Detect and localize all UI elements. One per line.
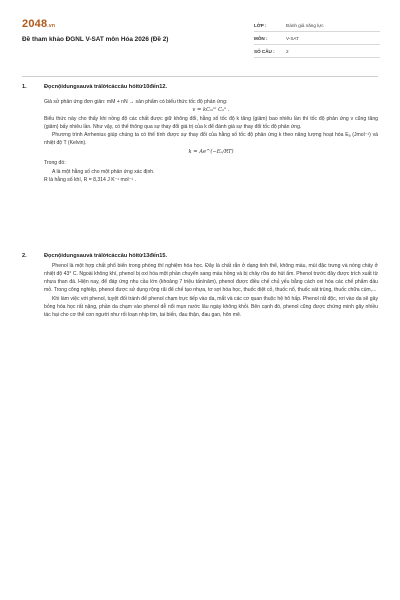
paragraph: Giả sử phản ứng đơn giản: mM + nN → sản phẩm có biểu thức tốc độ phản ứng:	[44, 99, 228, 105]
meta-key: SỐ CÂU :	[254, 48, 275, 54]
question-instruction: Đọcnộidungsauvà trảlờicáccâu hỏitừ13đến15.	[44, 253, 168, 259]
list-item: R là hằng số khí, R = 8,314 J K⁻¹ mol⁻¹ .	[44, 176, 136, 183]
meta-row-class	[254, 19, 380, 32]
paragraph: Phương trình Arrhenius giúp chúng ta có thể tính được sự thay đổi của hằng số tốc độ phản ứng k theo năng lượng hoạt hóa Eₐ (Jmol⁻¹) và nhiệt độ T (Kelvin).	[44, 132, 378, 147]
exam-meta-table	[254, 19, 380, 58]
meta-key: MÔN :	[254, 35, 268, 41]
exam-title: Đề tham khảo ĐGNL V-SAT môn Hóa 2026 (Đề 2)	[22, 36, 169, 43]
question-number: 1.	[22, 84, 27, 90]
paragraph: Trong đó:	[44, 160, 66, 167]
meta-row-count	[254, 45, 380, 58]
meta-value: V-SAT	[286, 35, 299, 41]
question-body	[22, 262, 378, 319]
site-logo[interactable]	[22, 18, 55, 30]
question-1	[22, 84, 378, 184]
list-item: A là một hằng số cho một phản ứng xác định.	[52, 168, 155, 175]
paragraph: Biểu thức này cho thấy khi nồng độ các chất được giữ không đổi, hằng số tốc độ k tăng (giảm) bao nhiêu lần thì tốc độ phản ứng v cũng tăng (giảm) bấy nhiêu lần. Như vậy, có thể thông qua sự thay đổi giá trị của k để đánh giá sự thay đổi tốc độ phản ứng.	[44, 115, 378, 131]
meta-value: 2	[286, 48, 289, 54]
question-body	[22, 98, 378, 184]
question-2	[22, 253, 378, 319]
logo-suffix: .vn	[47, 23, 56, 29]
meta-value: Đánh giá năng lực	[286, 22, 324, 28]
question-number: 2.	[22, 253, 27, 259]
meta-row-subject	[254, 32, 380, 45]
logo-main: 2048	[22, 18, 48, 30]
paragraph: Khi làm việc với phenol, tuyệt đối tránh để phenol chạm trực tiếp vào da, mắt và các cơ quan thuộc hệ hô hấp. Phenol rất độc, rơi vào da sẽ gây bỏng hóa học rất nặng, phần da chạm vào phenol dễ nổi mụn nước lâu ngày không khỏi. Bên cạnh đó, phenol cũng được chứng minh gây nhiều tác hại cho cơ thể con người như rối loạn nhịp tim, tai biến, đau thận, đau gan, hôn mê.	[44, 295, 378, 318]
document-header	[22, 16, 378, 72]
meta-key: LỚP :	[254, 22, 267, 28]
question-instruction: Đọcnộidungsauvà trảlờicáccâu hỏitừ10đến12.	[44, 84, 168, 90]
rate-formula: v = kCₘᵐ Cₙⁿ .	[192, 107, 230, 114]
paragraph: Phenol là một hợp chất phổ biến trong phòng thí nghiệm hóa học. Đây là chất rắn ở dạng tinh thể, không màu, mùi đặc trưng và nóng chảy ở nhiệt độ 43° C. Ngoài không khí, phenol bị oxi hóa một phần chuyển sang màu hồng và bị chảy rữa do hút ẩm. Phenol trước đây được trích xuất từ nhựa than đá. Hiện nay, để đáp ứng nhu cầu lớn (khoảng 7 triệu tấn/năm), phenol được điều chế chủ yếu bằng cách oxi hóa các chế phẩm dầu mỏ. Trong công nghiệp, phenol được sử dụng rộng rãi để chế tạo nhựa, tơ sợi hóa học, thuốc diệt cỏ, thuốc nổ, thuốc sát trùng, thuốc chữa cúm,...	[44, 263, 378, 294]
header-divider	[22, 76, 378, 77]
arrhenius-formula: k = Ae^(−Eₐ/RT)	[188, 148, 234, 155]
